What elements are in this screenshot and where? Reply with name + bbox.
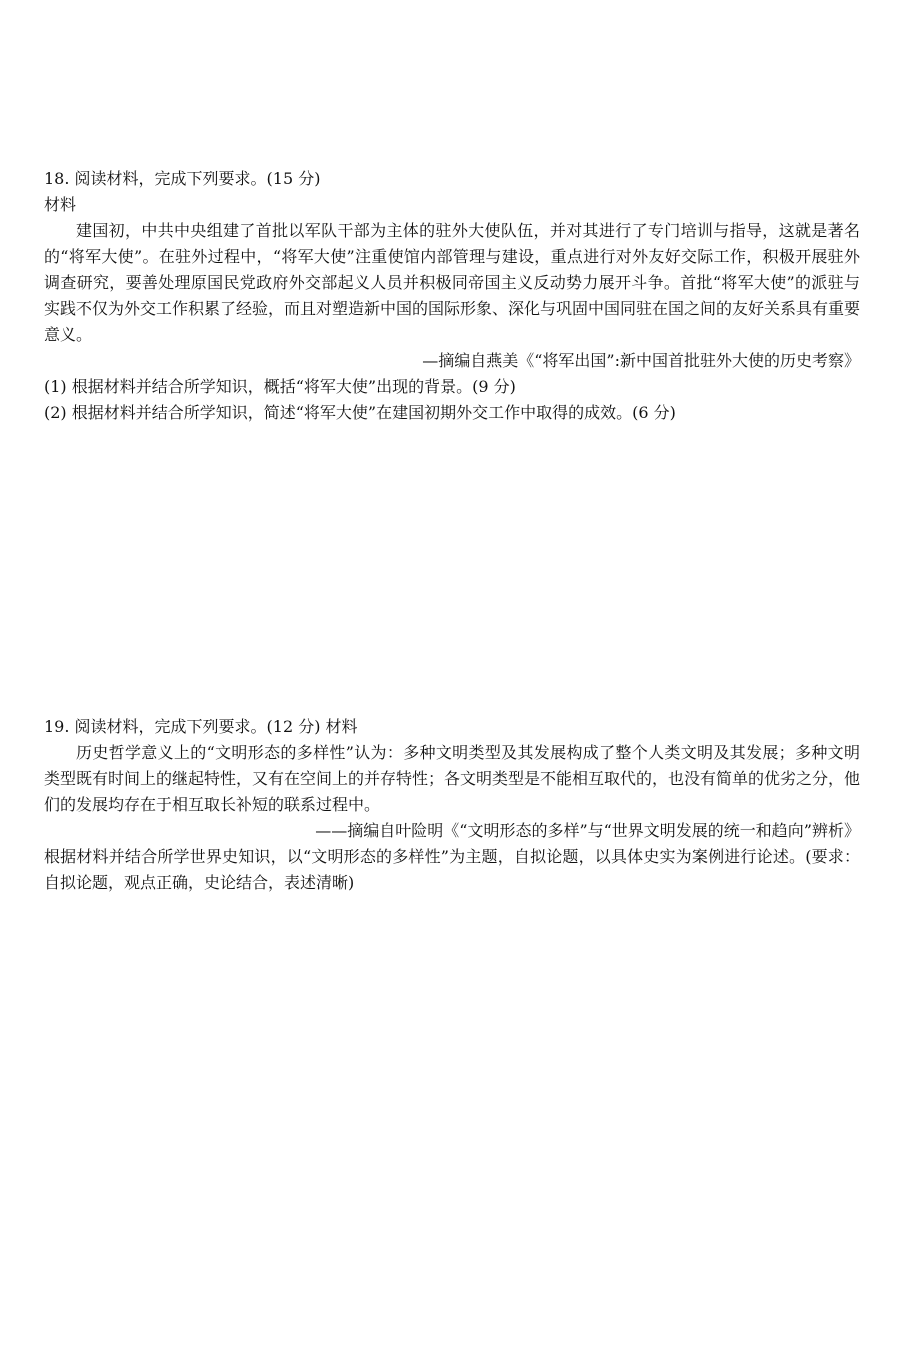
question-19-title: 19. 阅读材料，完成下列要求。(12 分) 材料 — [44, 717, 358, 736]
question-18 — [44, 166, 860, 426]
sub-question-2: (2) 根据材料并结合所学知识，简述“将军大使”在建国初期外交工作中取得的成效。(6 分) — [44, 403, 676, 422]
material-label: 材料 — [44, 195, 77, 214]
material-source: ——摘编自叶险明《“文明形态的多样”与“世界文明发展的统一和趋向”辨析》 — [315, 821, 860, 840]
material-paragraph: 历史哲学意义上的“文明形态的多样性”认为：多种文明类型及其发展构成了整个人类文明及其发展；多种文明类型既有时间上的继起特性，又有在空间上的并存特性；各文明类型是不能相互取代的，也没有简单的优劣之分，他们的发展均存在于相互取长补短的联系过程中。 — [44, 743, 861, 814]
material-source: —摘编自燕美《“将军出国”:新中国首批驻外大使的历史考察》 — [422, 351, 860, 370]
question-19-prompt: 根据材料并结合所学世界史知识，以“文明形态的多样性”为主题，自拟论题，以具体史实为案例进行论述。(要求：自拟论题，观点正确，史论结合，表述清晰) — [44, 847, 860, 892]
sub-question-1: (1) 根据材料并结合所学知识，概括“将军大使”出现的背景。(9 分) — [44, 377, 516, 396]
question-18-title: 18. 阅读材料，完成下列要求。(15 分) — [44, 169, 321, 188]
material-paragraph: 建国初，中共中央组建了首批以军队干部为主体的驻外大使队伍，并对其进行了专门培训与指导，这就是著名的“将军大使”。在驻外过程中，“将军大使”注重使馆内部管理与建设，重点进行对外友好交际工作，积极开展驻外调查研究，要善处理原国民党政府外交部起义人员并积极同帝国主义反动势力展开斗争。首批“将军大使”的派驻与实践不仅为外交工作积累了经验，而且对塑造新中国的国际形象、深化与巩固中国同驻在国之间的友好关系具有重要意义。 — [44, 221, 861, 344]
question-19 — [44, 714, 860, 896]
